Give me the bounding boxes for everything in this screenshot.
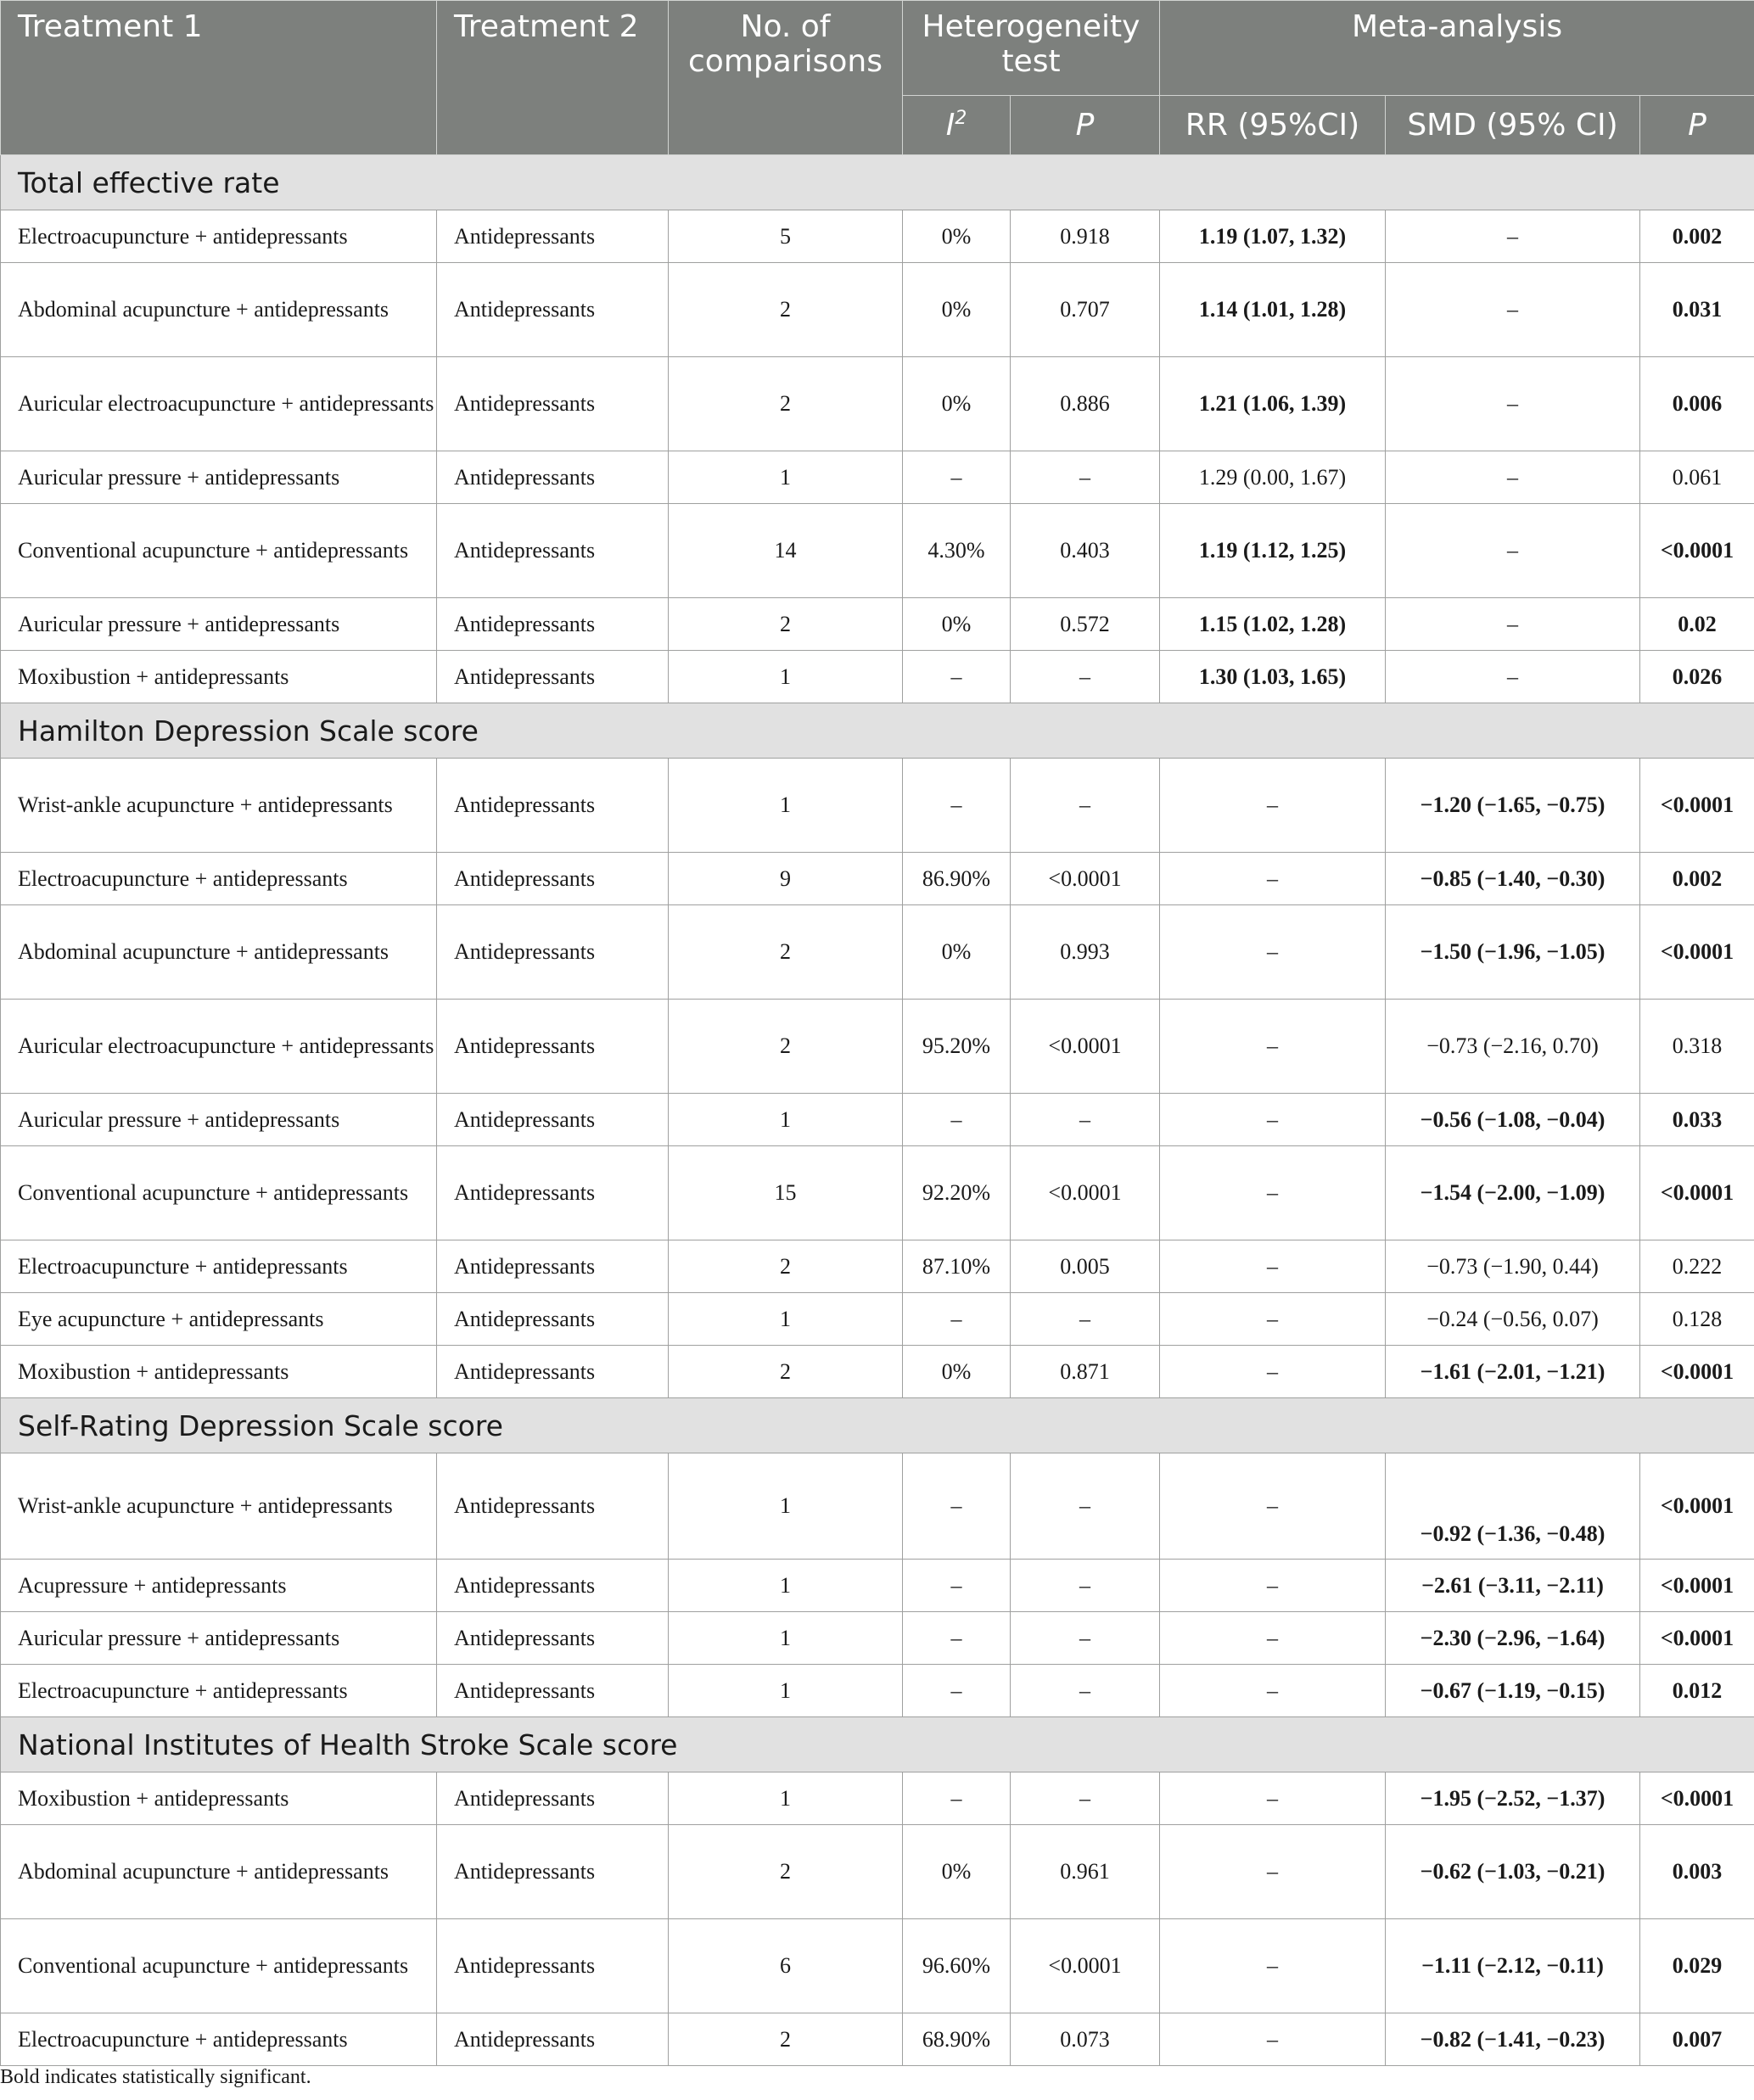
cell-p-heterogeneity: <0.0001 bbox=[1011, 1000, 1160, 1094]
cell-treatment-2: Antidepressants bbox=[437, 357, 669, 451]
cell-treatment-1: Conventional acupuncture + antidepressants bbox=[1, 1146, 437, 1240]
cell-smd: −1.54 (−2.00, −1.09) bbox=[1386, 1146, 1640, 1240]
cell-p-heterogeneity: 0.073 bbox=[1011, 2013, 1160, 2066]
cell-rr: – bbox=[1160, 1094, 1386, 1146]
cell-treatment-1: Electroacupuncture + antidepressants bbox=[1, 853, 437, 905]
cell-smd: −0.82 (−1.41, −0.23) bbox=[1386, 2013, 1640, 2066]
cell-rr: – bbox=[1160, 1665, 1386, 1717]
header-smd: SMD (95% CI) bbox=[1386, 96, 1640, 155]
cell-smd: – bbox=[1386, 210, 1640, 263]
cell-treatment-1: Auricular electroacupuncture + antidepressants bbox=[1, 357, 437, 451]
cell-p-heterogeneity: – bbox=[1011, 1665, 1160, 1717]
cell-rr: – bbox=[1160, 1560, 1386, 1612]
cell-smd: −1.95 (−2.52, −1.37) bbox=[1386, 1772, 1640, 1825]
cell-i2: 4.30% bbox=[903, 504, 1011, 598]
cell-p-meta: <0.0001 bbox=[1640, 759, 1754, 853]
cell-p-meta: <0.0001 bbox=[1640, 1346, 1754, 1398]
cell-i2: – bbox=[903, 1453, 1011, 1560]
cell-treatment-2: Antidepressants bbox=[437, 1612, 669, 1665]
cell-i2: 0% bbox=[903, 263, 1011, 357]
cell-p-heterogeneity: <0.0001 bbox=[1011, 1919, 1160, 2013]
cell-p-heterogeneity: 0.707 bbox=[1011, 263, 1160, 357]
cell-p-meta: <0.0001 bbox=[1640, 1560, 1754, 1612]
cell-p-meta: 0.002 bbox=[1640, 853, 1754, 905]
cell-i2: 0% bbox=[903, 905, 1011, 1000]
cell-p-heterogeneity: 0.918 bbox=[1011, 210, 1160, 263]
header-treatment-1: Treatment 1 bbox=[1, 1, 437, 155]
cell-smd: −0.67 (−1.19, −0.15) bbox=[1386, 1665, 1640, 1717]
cell-comparisons: 9 bbox=[669, 853, 903, 905]
table-row bbox=[1, 1665, 1754, 1717]
cell-p-heterogeneity: – bbox=[1011, 1094, 1160, 1146]
cell-p-heterogeneity: 0.961 bbox=[1011, 1825, 1160, 1919]
cell-rr: – bbox=[1160, 1612, 1386, 1665]
cell-treatment-1: Wrist-ankle acupuncture + antidepressants bbox=[1, 759, 437, 853]
table-row bbox=[1, 598, 1754, 651]
cell-treatment-2: Antidepressants bbox=[437, 598, 669, 651]
cell-rr: – bbox=[1160, 1240, 1386, 1293]
section-title: Total effective rate bbox=[1, 155, 1754, 210]
table-row bbox=[1, 1772, 1754, 1825]
cell-smd: −1.61 (−2.01, −1.21) bbox=[1386, 1346, 1640, 1398]
table-row bbox=[1, 1825, 1754, 1919]
cell-treatment-1: Auricular pressure + antidepressants bbox=[1, 1094, 437, 1146]
cell-comparisons: 2 bbox=[669, 1000, 903, 1094]
cell-p-heterogeneity: – bbox=[1011, 651, 1160, 703]
cell-p-meta: 0.033 bbox=[1640, 1094, 1754, 1146]
cell-smd: −0.24 (−0.56, 0.07) bbox=[1386, 1293, 1640, 1346]
cell-treatment-2: Antidepressants bbox=[437, 651, 669, 703]
cell-treatment-1: Auricular pressure + antidepressants bbox=[1, 598, 437, 651]
cell-treatment-1: Eye acupuncture + antidepressants bbox=[1, 1293, 437, 1346]
cell-smd: −0.85 (−1.40, −0.30) bbox=[1386, 853, 1640, 905]
cell-p-meta: 0.031 bbox=[1640, 263, 1754, 357]
cell-p-heterogeneity: – bbox=[1011, 1453, 1160, 1560]
cell-smd: −2.61 (−3.11, −2.11) bbox=[1386, 1560, 1640, 1612]
cell-i2: – bbox=[903, 1772, 1011, 1825]
cell-smd: −1.11 (−2.12, −0.11) bbox=[1386, 1919, 1640, 2013]
section-title: Hamilton Depression Scale score bbox=[1, 703, 1754, 759]
cell-treatment-2: Antidepressants bbox=[437, 1094, 669, 1146]
cell-rr: – bbox=[1160, 853, 1386, 905]
table-row bbox=[1, 1146, 1754, 1240]
cell-rr: 1.19 (1.07, 1.32) bbox=[1160, 210, 1386, 263]
cell-comparisons: 1 bbox=[669, 651, 903, 703]
cell-p-meta: 0.318 bbox=[1640, 1000, 1754, 1094]
cell-smd: – bbox=[1386, 504, 1640, 598]
section-title: National Institutes of Health Stroke Scale score bbox=[1, 1717, 1754, 1772]
cell-p-heterogeneity: 0.871 bbox=[1011, 1346, 1160, 1398]
header-p-meta: P bbox=[1640, 96, 1754, 155]
cell-rr: – bbox=[1160, 1000, 1386, 1094]
cell-comparisons: 1 bbox=[669, 451, 903, 504]
cell-p-meta: <0.0001 bbox=[1640, 905, 1754, 1000]
table-row bbox=[1, 1612, 1754, 1665]
cell-treatment-2: Antidepressants bbox=[437, 263, 669, 357]
cell-treatment-1: Electroacupuncture + antidepressants bbox=[1, 1665, 437, 1717]
cell-treatment-1: Conventional acupuncture + antidepressants bbox=[1, 1919, 437, 2013]
table-row bbox=[1, 853, 1754, 905]
cell-i2: 87.10% bbox=[903, 1240, 1011, 1293]
cell-treatment-2: Antidepressants bbox=[437, 1772, 669, 1825]
cell-treatment-1: Auricular electroacupuncture + antidepressants bbox=[1, 1000, 437, 1094]
cell-smd: −1.20 (−1.65, −0.75) bbox=[1386, 759, 1640, 853]
cell-rr: – bbox=[1160, 905, 1386, 1000]
table-row bbox=[1, 1240, 1754, 1293]
cell-smd: −0.92 (−1.36, −0.48) bbox=[1386, 1453, 1640, 1560]
cell-comparisons: 1 bbox=[669, 1453, 903, 1560]
cell-comparisons: 2 bbox=[669, 905, 903, 1000]
cell-rr: 1.15 (1.02, 1.28) bbox=[1160, 598, 1386, 651]
cell-i2: – bbox=[903, 1094, 1011, 1146]
cell-smd: −0.73 (−2.16, 0.70) bbox=[1386, 1000, 1640, 1094]
cell-comparisons: 1 bbox=[669, 1772, 903, 1825]
cell-i2: 95.20% bbox=[903, 1000, 1011, 1094]
cell-rr: 1.29 (0.00, 1.67) bbox=[1160, 451, 1386, 504]
cell-treatment-2: Antidepressants bbox=[437, 1560, 669, 1612]
cell-smd: – bbox=[1386, 357, 1640, 451]
header-i2: $I^2$ bbox=[903, 96, 1011, 155]
cell-p-heterogeneity: <0.0001 bbox=[1011, 853, 1160, 905]
cell-p-meta: 0.012 bbox=[1640, 1665, 1754, 1717]
cell-treatment-2: Antidepressants bbox=[437, 210, 669, 263]
cell-i2: – bbox=[903, 1293, 1011, 1346]
cell-i2: – bbox=[903, 451, 1011, 504]
cell-treatment-1: Electroacupuncture + antidepressants bbox=[1, 210, 437, 263]
cell-rr: 1.30 (1.03, 1.65) bbox=[1160, 651, 1386, 703]
cell-smd: −0.62 (−1.03, −0.21) bbox=[1386, 1825, 1640, 1919]
cell-treatment-2: Antidepressants bbox=[437, 2013, 669, 2066]
table-body bbox=[1, 155, 1754, 2066]
cell-i2: 92.20% bbox=[903, 1146, 1011, 1240]
cell-i2: – bbox=[903, 1665, 1011, 1717]
footnote: Bold indicates statistically significant. bbox=[0, 2066, 311, 2088]
section-row bbox=[1, 703, 1754, 759]
cell-comparisons: 5 bbox=[669, 210, 903, 263]
cell-treatment-2: Antidepressants bbox=[437, 1665, 669, 1717]
cell-treatment-1: Abdominal acupuncture + antidepressants bbox=[1, 905, 437, 1000]
section-title: Self-Rating Depression Scale score bbox=[1, 1398, 1754, 1453]
cell-treatment-1: Conventional acupuncture + antidepressants bbox=[1, 504, 437, 598]
header-rr: RR (95%CI) bbox=[1160, 96, 1386, 155]
cell-treatment-1: Auricular pressure + antidepressants bbox=[1, 1612, 437, 1665]
cell-p-heterogeneity: 0.005 bbox=[1011, 1240, 1160, 1293]
cell-smd: – bbox=[1386, 451, 1640, 504]
cell-rr: – bbox=[1160, 759, 1386, 853]
cell-comparisons: 14 bbox=[669, 504, 903, 598]
cell-i2: 0% bbox=[903, 210, 1011, 263]
cell-comparisons: 2 bbox=[669, 357, 903, 451]
cell-p-meta: 0.02 bbox=[1640, 598, 1754, 651]
cell-comparisons: 1 bbox=[669, 759, 903, 853]
cell-treatment-2: Antidepressants bbox=[437, 853, 669, 905]
cell-comparisons: 2 bbox=[669, 598, 903, 651]
table-row bbox=[1, 263, 1754, 357]
cell-treatment-1: Abdominal acupuncture + antidepressants bbox=[1, 1825, 437, 1919]
header-treatment-2: Treatment 2 bbox=[437, 1, 669, 155]
cell-treatment-1: Moxibustion + antidepressants bbox=[1, 651, 437, 703]
cell-p-meta: 0.128 bbox=[1640, 1293, 1754, 1346]
cell-rr: 1.14 (1.01, 1.28) bbox=[1160, 263, 1386, 357]
cell-comparisons: 2 bbox=[669, 1346, 903, 1398]
cell-rr: – bbox=[1160, 1146, 1386, 1240]
table-row bbox=[1, 1094, 1754, 1146]
cell-rr: – bbox=[1160, 1825, 1386, 1919]
cell-p-meta: <0.0001 bbox=[1640, 504, 1754, 598]
table-row bbox=[1, 1453, 1754, 1560]
cell-p-heterogeneity: 0.572 bbox=[1011, 598, 1160, 651]
cell-comparisons: 2 bbox=[669, 263, 903, 357]
cell-comparisons: 1 bbox=[669, 1560, 903, 1612]
cell-smd: −0.56 (−1.08, −0.04) bbox=[1386, 1094, 1640, 1146]
table-row bbox=[1, 2013, 1754, 2066]
cell-i2: – bbox=[903, 651, 1011, 703]
cell-i2: – bbox=[903, 1560, 1011, 1612]
table-row bbox=[1, 651, 1754, 703]
cell-p-meta: 0.003 bbox=[1640, 1825, 1754, 1919]
cell-p-heterogeneity: 0.886 bbox=[1011, 357, 1160, 451]
cell-treatment-2: Antidepressants bbox=[437, 1293, 669, 1346]
cell-comparisons: 2 bbox=[669, 2013, 903, 2066]
cell-rr: – bbox=[1160, 1346, 1386, 1398]
cell-p-meta: 0.061 bbox=[1640, 451, 1754, 504]
cell-comparisons: 2 bbox=[669, 1240, 903, 1293]
table-row bbox=[1, 357, 1754, 451]
cell-treatment-1: Electroacupuncture + antidepressants bbox=[1, 2013, 437, 2066]
cell-treatment-2: Antidepressants bbox=[437, 1346, 669, 1398]
cell-rr: 1.21 (1.06, 1.39) bbox=[1160, 357, 1386, 451]
cell-treatment-2: Antidepressants bbox=[437, 1453, 669, 1560]
cell-treatment-1: Auricular pressure + antidepressants bbox=[1, 451, 437, 504]
cell-i2: 0% bbox=[903, 598, 1011, 651]
header-heterogeneity: Heterogeneity test bbox=[903, 1, 1160, 96]
cell-i2: 0% bbox=[903, 1346, 1011, 1398]
cell-smd: – bbox=[1386, 651, 1640, 703]
cell-smd: – bbox=[1386, 263, 1640, 357]
cell-treatment-1: Abdominal acupuncture + antidepressants bbox=[1, 263, 437, 357]
table-row bbox=[1, 1919, 1754, 2013]
cell-i2: 68.90% bbox=[903, 2013, 1011, 2066]
cell-treatment-1: Moxibustion + antidepressants bbox=[1, 1772, 437, 1825]
cell-comparisons: 1 bbox=[669, 1293, 903, 1346]
cell-p-heterogeneity: 0.403 bbox=[1011, 504, 1160, 598]
cell-smd: −1.50 (−1.96, −1.05) bbox=[1386, 905, 1640, 1000]
cell-rr: 1.19 (1.12, 1.25) bbox=[1160, 504, 1386, 598]
cell-rr: – bbox=[1160, 1772, 1386, 1825]
cell-treatment-1: Acupressure + antidepressants bbox=[1, 1560, 437, 1612]
cell-p-meta: 0.029 bbox=[1640, 1919, 1754, 2013]
cell-treatment-2: Antidepressants bbox=[437, 1825, 669, 1919]
cell-p-meta: <0.0001 bbox=[1640, 1146, 1754, 1240]
cell-rr: – bbox=[1160, 1453, 1386, 1560]
table-row bbox=[1, 504, 1754, 598]
cell-p-meta: 0.006 bbox=[1640, 357, 1754, 451]
cell-p-meta: 0.002 bbox=[1640, 210, 1754, 263]
cell-comparisons: 6 bbox=[669, 1919, 903, 2013]
table-row bbox=[1, 759, 1754, 853]
cell-p-meta: 0.222 bbox=[1640, 1240, 1754, 1293]
cell-treatment-2: Antidepressants bbox=[437, 451, 669, 504]
table-row bbox=[1, 905, 1754, 1000]
cell-i2: – bbox=[903, 759, 1011, 853]
cell-p-heterogeneity: – bbox=[1011, 1560, 1160, 1612]
cell-p-heterogeneity: <0.0001 bbox=[1011, 1146, 1160, 1240]
cell-comparisons: 15 bbox=[669, 1146, 903, 1240]
cell-i2: – bbox=[903, 1612, 1011, 1665]
cell-p-heterogeneity: – bbox=[1011, 451, 1160, 504]
header-meta-analysis: Meta-analysis bbox=[1160, 1, 1754, 96]
section-row bbox=[1, 155, 1754, 210]
cell-p-heterogeneity: – bbox=[1011, 1772, 1160, 1825]
cell-p-meta: 0.026 bbox=[1640, 651, 1754, 703]
cell-comparisons: 1 bbox=[669, 1612, 903, 1665]
section-row bbox=[1, 1398, 1754, 1453]
cell-comparisons: 1 bbox=[669, 1665, 903, 1717]
cell-treatment-2: Antidepressants bbox=[437, 759, 669, 853]
cell-p-heterogeneity: – bbox=[1011, 1612, 1160, 1665]
cell-rr: – bbox=[1160, 2013, 1386, 2066]
cell-p-meta: <0.0001 bbox=[1640, 1453, 1754, 1560]
cell-treatment-2: Antidepressants bbox=[437, 1000, 669, 1094]
cell-rr: – bbox=[1160, 1293, 1386, 1346]
cell-comparisons: 1 bbox=[669, 1094, 903, 1146]
cell-treatment-1: Electroacupuncture + antidepressants bbox=[1, 1240, 437, 1293]
cell-smd: −0.73 (−1.90, 0.44) bbox=[1386, 1240, 1640, 1293]
cell-treatment-2: Antidepressants bbox=[437, 1146, 669, 1240]
cell-treatment-1: Moxibustion + antidepressants bbox=[1, 1346, 437, 1398]
table-row bbox=[1, 1346, 1754, 1398]
cell-treatment-2: Antidepressants bbox=[437, 905, 669, 1000]
table-row bbox=[1, 1000, 1754, 1094]
cell-treatment-2: Antidepressants bbox=[437, 504, 669, 598]
cell-comparisons: 2 bbox=[669, 1825, 903, 1919]
cell-p-heterogeneity: 0.993 bbox=[1011, 905, 1160, 1000]
cell-treatment-2: Antidepressants bbox=[437, 1919, 669, 2013]
cell-i2: 0% bbox=[903, 357, 1011, 451]
table-row bbox=[1, 1293, 1754, 1346]
cell-p-heterogeneity: – bbox=[1011, 759, 1160, 853]
table-row bbox=[1, 451, 1754, 504]
cell-p-meta: 0.007 bbox=[1640, 2013, 1754, 2066]
cell-treatment-2: Antidepressants bbox=[437, 1240, 669, 1293]
cell-i2: 0% bbox=[903, 1825, 1011, 1919]
section-row bbox=[1, 1717, 1754, 1772]
cell-p-heterogeneity: – bbox=[1011, 1293, 1160, 1346]
cell-rr: – bbox=[1160, 1919, 1386, 2013]
table-row bbox=[1, 210, 1754, 263]
header-comparisons: No. of comparisons bbox=[669, 1, 903, 155]
cell-p-meta: <0.0001 bbox=[1640, 1772, 1754, 1825]
cell-smd: – bbox=[1386, 598, 1640, 651]
cell-p-meta: <0.0001 bbox=[1640, 1612, 1754, 1665]
cell-i2: 96.60% bbox=[903, 1919, 1011, 2013]
cell-i2: 86.90% bbox=[903, 853, 1011, 905]
header-p-heterogeneity: P bbox=[1011, 96, 1160, 155]
cell-treatment-1: Wrist-ankle acupuncture + antidepressants bbox=[1, 1453, 437, 1560]
table-row bbox=[1, 1560, 1754, 1612]
cell-smd: −2.30 (−2.96, −1.64) bbox=[1386, 1612, 1640, 1665]
